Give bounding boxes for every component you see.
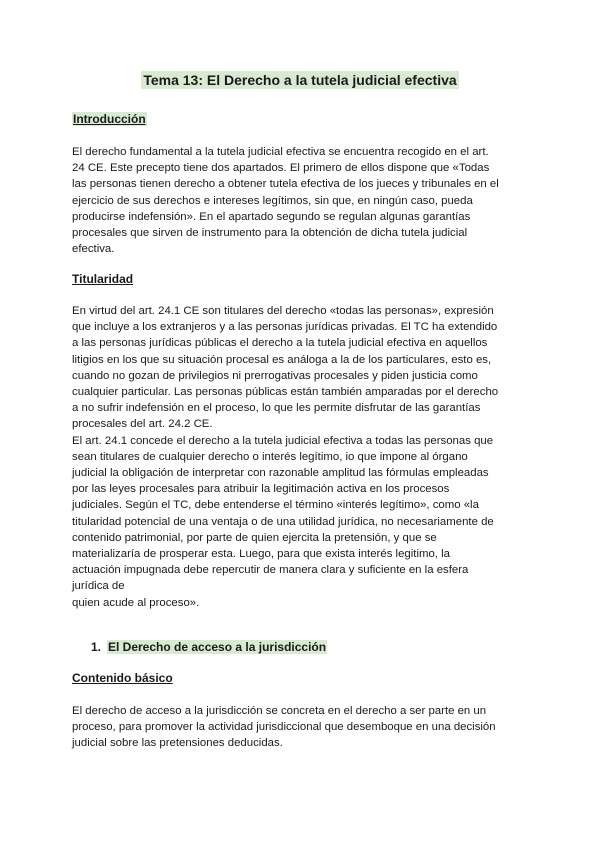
document-title-text: Tema 13: El Derecho a la tutela judicial efectiva [143, 72, 457, 88]
contenido-basico-paragraph: El derecho de acceso a la jurisdicción se concreta en el derecho a ser parte en un proceso, para promover la actividad jurisdiccional que desemboque en una decisión judicial sobre las pretensiones deducidas. [72, 705, 496, 750]
section-1-title: El Derecho de acceso a la jurisdicción [108, 640, 327, 654]
introduccion-paragraph: El derecho fundamental a la tutela judicial efectiva se encuentra recogido en el art. 24 CE. Este precepto tiene dos apartados. El primero de ellos dispone que «Todas las personas tienen derecho a obtener tutela efectiva de los jueces y tribunales en el ejercicio de sus derechos e intereses legítimos, sin que, en ningún caso, pueda producirse indefensión». En el apartado segundo se regulan algunas garantías procesales que sirven de instrumento para la obtención de dicha tutela judicial efectiva. [72, 146, 499, 256]
document-title [0, 72, 600, 90]
contenido-basico-heading: Contenido básico [72, 671, 173, 685]
section-1-number: 1. [91, 640, 102, 654]
section-1-heading [91, 640, 327, 654]
titularidad-heading: Titularidad [72, 272, 134, 286]
introduccion-heading: Introducción [73, 112, 146, 126]
titularidad-paragraph: En virtud del art. 24.1 CE son titulares del derecho «todas las personas», expresión que incluye a los extranjeros y a las personas jurídicas privadas. El TC ha extendido a las personas jurídicas públicas el derecho a la tutela judicial efectiva en aquellos litigios en los que su situación procesal es análoga a la de los particulares, esto es, cuando no gozan de privilegios ni prerrogativas procesales y piden justicia como cualquier particular. Las personas públicas están también amparadas por el derecho a no sufrir indefensión en el proceso, lo que les permite disfrutar de las garantías procesales del art. 24.2 CE. El art. 24.1 concede el derecho a la tutela judicial efectiva a todas las personas que sean titulares de cualquier derecho o interés legítimo, io que impone al órgano judicial la obligación de interpretar con razonable amplitud las fórmulas empleadas por las leyes procesales para atribuir la legitimación activa en los procesos judiciales. Según el TC, debe entenderse el término «interés legítimo», como «la titularidad potencial de una ventaja o de una utilidad jurídica, no necesariamente de contenido patrimonial, por parte de quien ejercita la pretensión, y que se materializaría de prosperar esta. Luego, para que exista interés legitimo, la actuación impugnada debe repercutir de manera clara y suficiente en la esfera jurídica de quien acude al proceso». [72, 305, 499, 609]
